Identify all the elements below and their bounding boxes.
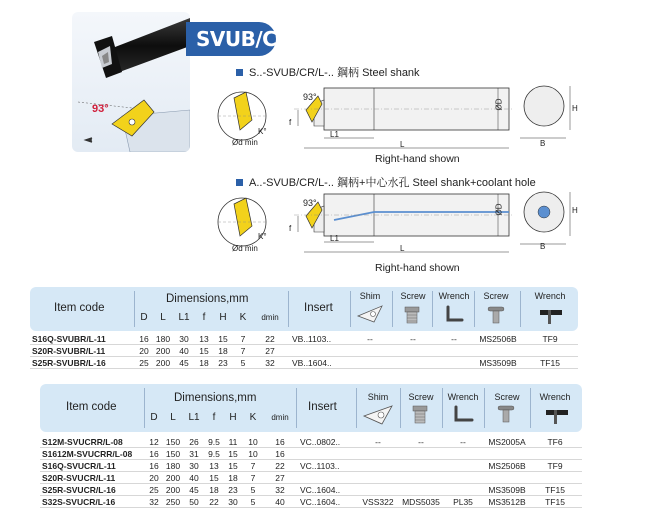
dim-l1-2: L1 [330,234,339,243]
dim-l1: L1 [330,130,339,139]
dim-b-2: B [540,242,546,251]
section2-caption: Right-hand shown [375,262,460,274]
section2-title: A..-SVUB/CR/L-.. 鋼柄+中心水孔 Steel shank+coolant hole [236,174,536,190]
table1-dims-header: Dimensions,mm [166,293,249,305]
dim-dmin: Ød min [232,138,258,147]
section1-title: S..-SVUB/CR/L-.. 鋼柄 Steel shank [236,64,420,80]
table-row: S16Q-SVUBR/L-11 16 180 30 13 15 7 22 VB..1103.. -- -- -- MS2506B TF9 [30,333,578,345]
table1-insert-header: Insert [304,302,333,314]
dim-k: K° [258,127,267,136]
table1-wrench2-header: Wrench [534,291,566,301]
table2-dims-header: Dimensions,mm [174,392,257,404]
dim-d: ØD [494,98,504,111]
wrench-icon [444,304,466,326]
table2-wrench-header: Wrench [447,392,479,402]
table2-item-header: Item code [66,401,117,413]
dim-l: L [400,140,405,149]
table-row: S25R-SVUBR/L-16 25 200 45 18 23 5 32 VB..1604.. MS3509B TF15 [30,357,578,369]
wrench2-icon [538,304,564,326]
approach-angle-label: 93° [92,103,109,115]
divider [288,291,289,327]
divider [134,291,135,327]
section2-drawing [214,190,574,262]
dim-h: H [572,104,578,113]
col-d: D [150,412,158,423]
table1 [30,287,578,373]
dim-l-2: L [400,244,405,253]
col-l1: L1 [178,312,190,323]
divider [392,291,393,327]
table2 [40,384,582,518]
table1-screw2-header: Screw [483,291,509,301]
table2-wrench2-header: Wrench [539,392,571,402]
divider [530,388,531,428]
divider [356,388,357,428]
col-dmin: dmin [271,413,289,422]
col-l1: L1 [188,412,200,423]
dim-k-2: K° [258,232,267,241]
product-badge: SVUB/C [186,22,276,56]
dim-angle-2: 93° [303,198,317,208]
table2-insert-header: Insert [308,401,337,413]
table-row: S32S-SVUCR/L-16 32 250 50 22 30 5 40 VC..1604.. VSS322 MDS5035 PL35 MS3512B TF15 [40,496,582,508]
divider [350,291,351,327]
col-h: H [219,312,227,323]
dim-h-2: H [572,206,578,215]
table-row: S1612M-SVUCRR/L-08 16 150 31 9.5 15 10 16 [40,448,582,460]
dim-d-2: ØD [494,203,504,216]
col-d: D [140,312,148,323]
divider [400,388,401,428]
table-row: S16Q-SVUCR/L-11 16 180 30 13 15 7 22 VC..1103.. MS2506B TF9 [40,460,582,472]
divider [432,291,433,327]
table2-screw2-header: Screw [494,392,520,402]
table2-shim-header: Shim [367,392,389,402]
table1-wrench-header: Wrench [438,291,470,301]
product-photo [72,12,190,152]
col-l: L [160,312,166,323]
divider [442,388,443,428]
col-f: f [202,312,206,323]
shim-icon [356,304,386,324]
table-row: S20R-SVUBR/L-11 20 200 40 15 18 7 27 [30,345,578,357]
dim-angle: 93° [303,92,317,102]
divider [520,291,521,327]
dim-f-2: f [289,224,292,233]
wrench2-icon [544,404,570,426]
table1-item-header: Item code [54,302,105,314]
table2-screw-header: Screw [408,392,434,402]
table-row: S25R-SVUCR/L-16 25 200 45 18 23 5 32 VC..1604.. MS3509B TF15 [40,484,582,496]
table1-shim-header: Shim [359,291,381,301]
table-row: S20R-SVUCR/L-11 20 200 40 15 18 7 27 [40,472,582,484]
dim-dmin-2: Ød min [232,244,258,253]
divider [296,388,297,428]
bullet-square-icon [236,179,243,186]
shim-icon [362,404,396,426]
col-f: f [212,412,216,423]
screw2-icon [486,305,508,325]
screw2-icon [496,404,518,426]
table1-screw-header: Screw [400,291,426,301]
bullet-square-icon [236,69,243,76]
col-h: H [229,412,237,423]
screw-icon [402,305,424,325]
dim-b: B [540,139,546,148]
table-row: S12M-SVUCRR/L-08 12 150 26 9.5 11 10 16 VC..0802.. -- -- -- MS2005A TF6 [40,436,582,448]
divider [484,388,485,428]
wrench-icon [452,404,476,426]
col-dmin: dmin [261,313,279,322]
screw-icon [410,404,432,426]
col-k: K [239,312,247,323]
col-l: L [170,412,176,423]
section1-drawing [214,82,574,162]
divider [474,291,475,327]
divider [144,388,145,428]
section1-caption: Right-hand shown [375,153,460,165]
dim-f: f [289,118,292,127]
col-k: K [249,412,257,423]
